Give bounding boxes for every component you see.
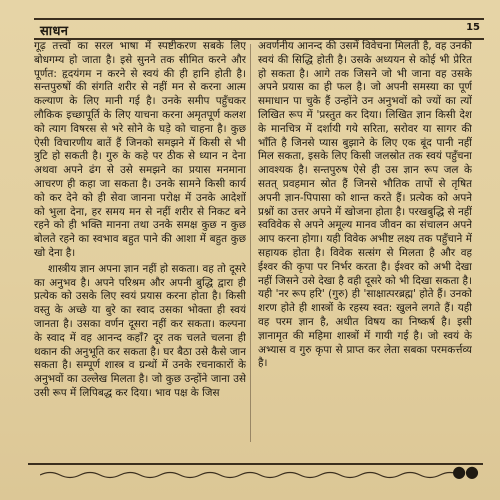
column-divider [250, 44, 251, 442]
footer-ornament [40, 470, 460, 480]
left-column [34, 40, 246, 458]
left-paragraph-2: शास्त्रीय ज्ञान अपना ज्ञान नहीं हो सकता। वह तो दूसरे का अनुभव है। अपने परिश्रम और अपनी बुद्धि द्वारा ही प्रत्येक को उसके लिए स्वयं प्रयास करना होता है। किसी वस्तु के अच्छे या बुरे का स्वाद उसका भोक्ता ही स्वयं जानता है। उसका वर्णन दूसरा नहीं कर सकता। कल्पना के स्वाद में वह आनन्द कहाँ? दूर तक चलते चलना ही थकान की अनुभूति कर सकता है। घर बैठा उसे कैसे जान सकता है। सम्पूर्ण शास्त्र व ग्रन्थों में उनके रचनाकारों के अनुभवों का उल्लेख मिलता है। जो कुछ उन्होंने जाना उसे उसी रूप में लिपिबद्ध कर दिया। भाव पक्ष के जिस [34, 262, 246, 399]
footer-rule [28, 463, 483, 465]
footer-dots-ornament: ●● [452, 462, 478, 481]
right-paragraph-1: अवर्णनीय आनन्द की उसमें विवेचना मिलती है, वह उनकी स्वयं की सिद्धि होती है। उसके अध्ययन से कोई भी प्रेरित हो सकता है। आगे तक जिसने जो भी जाना वह उसके अपने प्रयास का ही फल है। जो अपनी समस्या का पूर्ण समाधान पा चुके हैं उन्होंने उन अनुभवों को ज्यों का त्यों लिखित रूप में 'प्रस्तुत कर दिया। लिखित ज्ञान किसी देश के मानचित्र में दर्शायी गये सरिता, सरोवर या सागर की भाँति है जिनसे प्यास बुझाने के लिए एक बूंद पानी नहीं मिल सकता, इसके लिए किसी जलस्रोत तक स्वयं पहुँचना आवश्यक है। सन्तपुरुष ऐसे ही उस ज्ञान रूप जल के सतत् प्रवहमान स्रोत हैं जिनसे भौतिक तापों से तृषित अपनी ज्ञान-पिपासा को शान्त करते हैं। प्रत्येक को अपने प्रश्नों का उत्तर अपने में खोजना होता है। परखबुद्धि से नहीं स्वविवेक से अपने अमूल्य मानव जीवन का संचालन अपने आप करना होगा। यही विवेक अभीष्ट लक्ष्य तक पहुँचाने में सहायक होता है। विवेक सत्संग से मिलता है और वह ईश्वर की कृपा पर निर्भर करता है। ईश्वर को अभी देखा नहीं जिसने उसे देखा है वही दूसरे को भी दिखा सकता है। यही 'नर रूप हरि' (गुरु) ही 'साक्षात्परब्रह्म' होते हैं। उनको शरण होते ही शास्त्रों के रहस्य स्वत: खुलने लगते हैं। यही वह परम ज्ञान है, अधीत विषय का निष्कर्ष है। इसी ज्ञानामृत की महिमा शास्त्रों में गायी गई है। जो स्वयं के अभ्यास व गुरु कृपा से प्राप्त कर लेता सबका परमकर्त्तव्य है। [258, 40, 472, 370]
section-title: साधन [40, 24, 69, 39]
page-header [34, 18, 484, 40]
left-paragraph-1: गूढ़ तत्त्वों का सरल भाषा में स्पष्टीकरण सबके लिए बोधगम्य हो जाता है। इसे सुनने तक सीमित करने और पूर्णत: हृदयंगम न करने से स्वयं की ही हानि होती है। सन्तपुरुषों की संगति शरीर से नहीं मन से करना आत्म कल्याण के लिए मानी गई है। उनके समीप पहुँचकर लौकिक इच्छापूर्ति के लिए याचना करना अमृतपूर्ण कलश को त्याग विषरस से भरे सोने के घड़े को चाहना है। कुछ ऐसी विचारणीय बातें हैं जिनको समझने में किसी से भी त्रुटि हो सकती है। गुरु के कहे पर ठीक से ध्यान न देना अथवा अपने ढंग से उसे समझने का प्रयास मनमाना आचरण ही कहा जा सकता है। उनके सामने किसी कार्य को कर देने को ही सेवा जानना परोक्ष में उनके आदेशों को भुला देना, हर समय मन से नहीं शरीर से निकट बने रहने को ही भक्ति मानना तथा उनके समक्ष कुछ न कुछ बोलते रहने का स्वभाव बहुत पाने की आशा में बहुत कुछ खो देना है। [34, 40, 246, 259]
right-column [258, 40, 472, 458]
page-number: 15 [466, 22, 480, 33]
